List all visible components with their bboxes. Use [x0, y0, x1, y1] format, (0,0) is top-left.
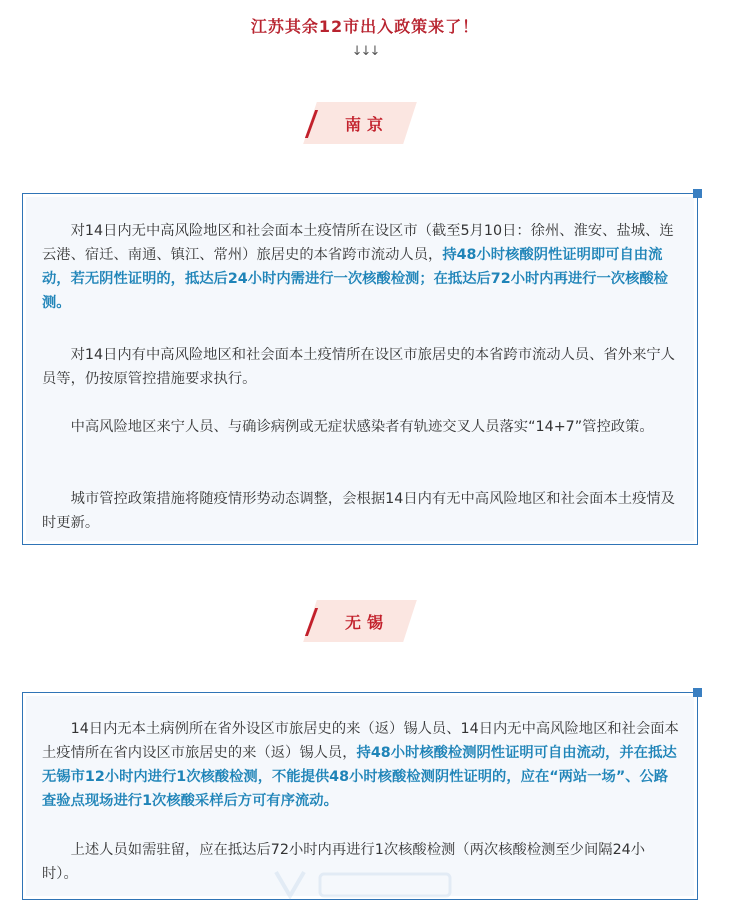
page-title: 江苏其余12市出入政策来了！ — [250, 17, 480, 36]
paragraph-text: 14日内无本土病例所在省外设区市旅居史的来（返）锡人员、14日内无中高风险地区和社会面本土疫情所在省内设区市旅居史的来（返）锡人员， — [42, 721, 679, 761]
paragraph-text: 中高风险地区来宁人员、与确诊病例或无症状感染者有轨迹交叉人员落实“14+7”管控政策。 — [70, 419, 654, 435]
box-inner — [26, 696, 694, 896]
paragraph — [42, 487, 680, 535]
section-tag-nanjing — [302, 100, 410, 146]
paragraph — [42, 838, 680, 886]
paragraph-highlight: 持48小时核酸检测阴性证明可自由流动，并在抵达无锡市12小时内进行1次核酸检测，不能提供48小时核酸检测阴性证明的，应在“两站一场”、公路查验点现场进行1次核酸采样后方可有序流动。 — [42, 745, 677, 809]
paragraph-highlight: 持48小时核酸阴性证明即可自由流动，若无阴性证明的，抵达后24小时内需进行一次核酸检测；在抵达后72小时内再进行一次核酸检测。 — [42, 247, 668, 311]
section-tag-label: 南京 — [344, 115, 389, 134]
paragraph — [42, 717, 680, 813]
down-arrows-icon: ↓↓↓ — [351, 44, 379, 59]
paragraph — [42, 343, 680, 391]
paragraph — [42, 415, 680, 439]
corner-square-icon — [693, 688, 702, 697]
paragraph-text: 对14日内有中高风险地区和社会面本土疫情所在设区市旅居史的本省跨市流动人员、省外来宁人员等，仍按原管控措施要求执行。 — [42, 347, 675, 387]
policy-box-nanjing — [22, 193, 698, 545]
box-inner — [26, 197, 694, 541]
paragraph-text: 城市管控政策措施将随疫情形势动态调整，会根据14日内有无中高风险地区和社会面本土疫情及时更新。 — [42, 491, 675, 531]
section-tag-wuxi — [302, 598, 410, 644]
corner-square-icon — [693, 189, 702, 198]
policy-box-wuxi — [22, 692, 698, 900]
paragraph-text: 对14日内无中高风险地区和社会面本土疫情所在设区市（截至5月10日：徐州、淮安、盐城、连云港、宿迁、南通、镇江、常州）旅居史的本省跨市流动人员， — [42, 223, 674, 263]
paragraph — [42, 219, 680, 315]
section-tag-label: 无锡 — [344, 613, 389, 632]
paragraph-text: 上述人员如需驻留，应在抵达后72小时内再进行1次核酸检测（两次核酸检测至少间隔24小时）。 — [42, 842, 646, 882]
